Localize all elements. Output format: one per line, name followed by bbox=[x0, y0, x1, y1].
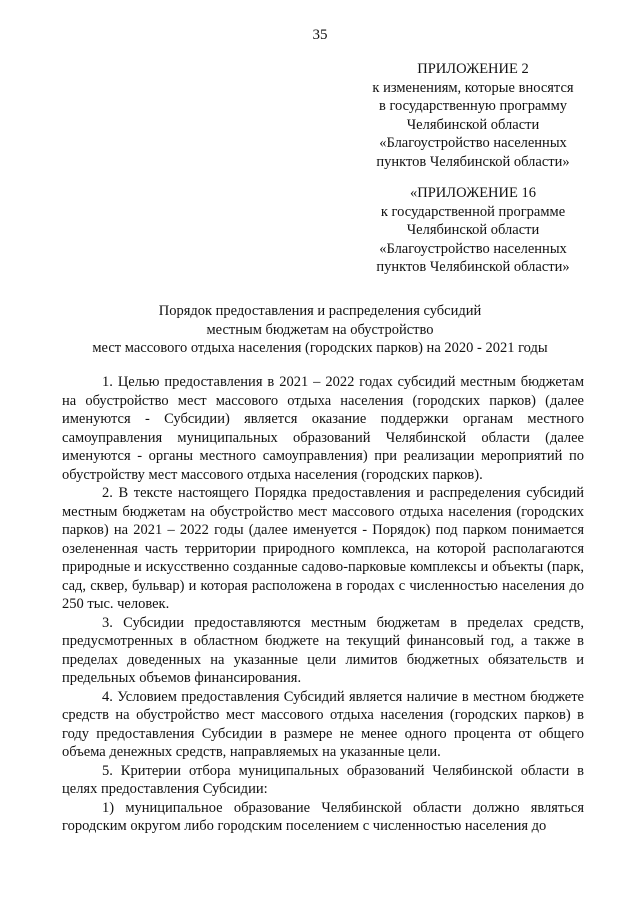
appendix-16-header bbox=[348, 184, 598, 277]
appendix-2-line: в государственную программу bbox=[378, 98, 567, 115]
appendix-2-line: Челябинской области bbox=[406, 116, 540, 133]
appendix-2-line: пунктов Челябинской области» bbox=[376, 153, 570, 170]
paragraph-5: 5. Критерии отбора муниципальных образований Челябинской области в целях предоставления Субсидии: bbox=[62, 762, 584, 797]
document-title bbox=[0, 302, 640, 358]
paragraph-4: 4. Условием предоставления Субсидий является наличие в местном бюджете средств на обустройство мест массового отдыха населения (городских парков) в году предоставления Субсидии в размере не менее одного процента от общего объема денежных средств, направляемых на указанные цели. bbox=[62, 688, 584, 760]
appendix-2-header bbox=[348, 60, 598, 172]
document-body bbox=[62, 373, 584, 836]
document-title-line: Порядок предоставления и распределения субсидий bbox=[158, 303, 482, 319]
appendix-2-line: к изменениям, которые вносятся bbox=[372, 79, 574, 96]
appendix-2-line: «Благоустройство населенных bbox=[379, 135, 567, 152]
paragraph-1: 1. Целью предоставления в 2021 – 2022 годах субсидий местным бюджетам на обустройство мест массового отдыха населения (городских парков) (далее именуются - Субсидии) является оказание поддержки органам местного самоуправления муниципальных образований Челябинской области (далее именуются - органы местного самоуправления) при реализации мероприятий по обустройству мест массового отдыха населения (городских парков). bbox=[62, 374, 584, 483]
appendix-16-line: Челябинской области bbox=[406, 222, 540, 239]
appendix-16-line: к государственной программе bbox=[380, 203, 566, 220]
paragraph-5-item-1: 1) муниципальное образование Челябинской области должно являться городским округом либо городским поселением с численностью населения до bbox=[62, 799, 584, 834]
appendix-2-line: ПРИЛОЖЕНИЕ 2 bbox=[417, 61, 529, 77]
document-title-line: мест массового отдыха населения (городских парков) на 2020 - 2021 годы bbox=[92, 340, 548, 357]
document-title-line: местным бюджетам на обустройство bbox=[206, 321, 434, 338]
appendix-16-line: «ПРИЛОЖЕНИЕ 16 bbox=[410, 185, 536, 201]
appendix-16-line: «Благоустройство населенных bbox=[379, 240, 567, 257]
paragraph-2: 2. В тексте настоящего Порядка предоставления и распределения субсидий местным бюджетам на обустройство мест массового отдыха населения (городских парков) на 2021 – 2022 годы (далее именуется - Порядок) под парком понимается озелененная часть территории природного комплекса, на которой располагаются природные и искусственно созданные садово-парковые комплексы и объекты (парк, сад, сквер, бульвар) и которая расположена в городах с численностью населения до 250 тыс. человек. bbox=[62, 485, 584, 612]
paragraph-3: 3. Субсидии предоставляются местным бюджетам в пределах средств, предусмотренных в областном бюджете на текущий финансовый год, а также в пределах доведенных на указанные цели лимитов бюджетных обязательств и предельных объемов финансирования. bbox=[62, 614, 584, 686]
page-number: 35 bbox=[312, 27, 328, 43]
appendix-16-line: пунктов Челябинской области» bbox=[376, 259, 570, 276]
